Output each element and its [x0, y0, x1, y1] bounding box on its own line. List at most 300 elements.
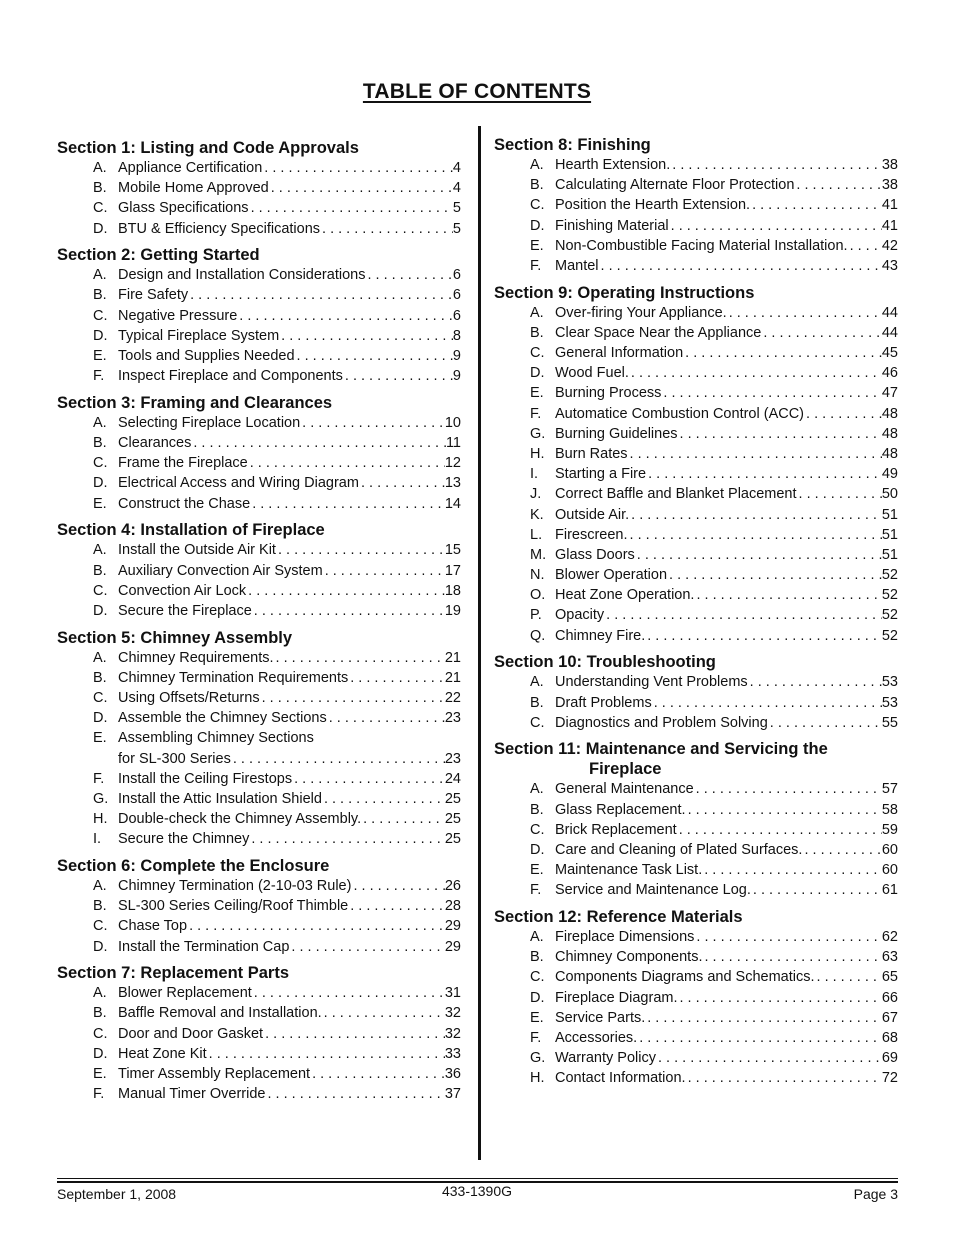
entry-page-number: 23	[444, 750, 461, 767]
toc-entry[interactable]	[57, 413, 461, 433]
entry-page-number: 26	[444, 877, 461, 894]
dot-leader	[688, 800, 882, 820]
dot-leader	[752, 195, 882, 215]
entry-title: Secure the Chimney	[118, 831, 250, 848]
entry-letter: B.	[530, 801, 544, 818]
toc-entry[interactable]	[57, 1024, 461, 1044]
entry-page-number: 51	[881, 526, 898, 543]
toc-entry[interactable]	[57, 728, 461, 748]
entry-title: Opacity	[555, 607, 605, 624]
entry-letter: I.	[93, 831, 102, 848]
entry-letter: J.	[530, 486, 542, 503]
toc-entry[interactable]	[57, 178, 461, 198]
entry-title: Blower Replacement	[118, 985, 252, 1002]
entry-page-number: 23	[444, 710, 461, 727]
entry-title: Assembling Chimney Sections	[118, 730, 314, 747]
entry-letter: D.	[93, 1045, 108, 1062]
entry-letter: B.	[530, 949, 544, 966]
toc-entry[interactable]	[494, 840, 898, 860]
entry-title: Chimney Termination (2-10-03 Rule)	[118, 877, 352, 894]
entry-title: Secure the Fireplace	[118, 602, 252, 619]
toc-entry[interactable]	[57, 581, 461, 601]
entry-page-number: 42	[881, 237, 898, 254]
dot-leader	[271, 178, 453, 198]
entry-page-number: 22	[444, 689, 461, 706]
toc-entry[interactable]	[57, 306, 461, 326]
entry-page-number: 11	[445, 435, 461, 452]
entry-letter: D.	[93, 327, 108, 344]
toc-entry[interactable]	[57, 983, 461, 1003]
entry-page-number: 37	[444, 1086, 461, 1103]
dot-leader	[770, 713, 882, 733]
entry-title: Brick Replacement	[555, 821, 677, 838]
dot-leader	[601, 256, 882, 276]
entry-letter: A.	[93, 985, 107, 1002]
dot-leader	[750, 672, 882, 692]
entry-page-number: 19	[444, 602, 461, 619]
entry-page-number: 31	[444, 985, 461, 1002]
entry-page-number: 67	[881, 1009, 898, 1026]
entry-page-number: 51	[881, 546, 898, 563]
entry-page-number: 14	[444, 495, 461, 512]
entry-letter: F.	[93, 1086, 105, 1103]
section-title: Section 4: Installation of Fireplace	[57, 521, 325, 540]
toc-entry[interactable]	[57, 540, 461, 560]
footer-doc-number: 433-1390G	[441, 1183, 513, 1199]
toc-entry[interactable]	[57, 1064, 461, 1084]
entry-page-number: 25	[444, 790, 461, 807]
entry-title: General Information	[555, 345, 684, 361]
entry-page-number: 57	[881, 781, 898, 798]
toc-section	[494, 907, 898, 1089]
entry-letter: C.	[93, 1025, 108, 1042]
dot-leader	[796, 175, 881, 195]
dot-leader	[672, 155, 882, 175]
dot-leader	[630, 525, 882, 545]
dot-leader	[265, 1024, 445, 1044]
entry-title: Components Diagrams and Schematics.	[555, 969, 815, 986]
dot-leader	[350, 896, 445, 916]
toc-entry[interactable]	[494, 303, 898, 323]
section-title: Section 2: Getting Started	[57, 246, 260, 265]
toc-entry[interactable]	[57, 494, 461, 514]
entry-page-number: 32	[444, 1005, 461, 1022]
toc-entry[interactable]	[494, 404, 898, 424]
entry-title: Heat Zone Kit	[118, 1045, 207, 1062]
entry-letter: C.	[530, 969, 545, 986]
toc-entry[interactable]	[57, 916, 461, 936]
dot-leader	[324, 1003, 445, 1023]
entry-title: Clearances	[118, 435, 192, 452]
entry-letter: H.	[93, 811, 108, 828]
dot-leader	[630, 444, 882, 464]
entry-page-number: 61	[881, 882, 898, 899]
dot-leader	[671, 216, 882, 236]
toc-entry[interactable]	[494, 1068, 898, 1088]
entry-title: Finishing Material	[555, 217, 669, 234]
toc-entry[interactable]	[57, 809, 461, 829]
entry-title: Negative Pressure	[118, 307, 238, 324]
entry-letter: C.	[93, 918, 108, 935]
dot-leader	[804, 840, 881, 860]
toc-section	[57, 245, 461, 386]
entry-page-number: 13	[444, 475, 461, 492]
entry-page-number: 60	[881, 841, 898, 858]
dot-leader	[704, 860, 882, 880]
entry-page-number: 29	[444, 918, 461, 935]
entry-letter: K.	[530, 506, 544, 523]
entry-page-number: 8	[452, 327, 461, 344]
dot-leader	[262, 688, 445, 708]
entry-letter: B.	[93, 562, 107, 579]
entry-page-number: 48	[881, 445, 898, 462]
section-title: Section 1: Listing and Code Approvals	[57, 139, 359, 157]
entry-page-number: 47	[881, 385, 898, 402]
dot-leader	[669, 565, 882, 585]
entry-title: Wood Fuel.	[555, 365, 629, 382]
dot-leader	[248, 581, 445, 601]
toc-entry[interactable]	[57, 219, 461, 239]
toc-entry[interactable]	[494, 175, 898, 195]
entry-letter: Q.	[530, 627, 546, 644]
entry-page-number: 51	[881, 506, 898, 523]
toc-entry[interactable]	[494, 672, 898, 692]
entry-page-number: 5	[452, 200, 461, 217]
toc-entry[interactable]	[494, 195, 898, 215]
entry-page-number: 9	[452, 348, 461, 364]
toc-entry[interactable]	[57, 708, 461, 728]
entry-title: Assemble the Chimney Sections	[118, 710, 327, 727]
toc-entry[interactable]	[494, 988, 898, 1008]
dot-leader	[189, 916, 445, 936]
entry-title: Glass Specifications	[118, 200, 249, 217]
entry-letter: A.	[93, 542, 107, 559]
dot-leader	[291, 937, 444, 957]
entry-letter: E.	[530, 237, 544, 254]
dot-leader	[281, 326, 453, 346]
dot-leader	[267, 1084, 444, 1104]
entry-title: Clear Space Near the Appliance	[555, 324, 762, 341]
entry-title: Chimney Termination Requirements	[118, 669, 349, 686]
entry-title: Install the Termination Cap	[118, 938, 290, 955]
toc-entry[interactable]	[494, 505, 898, 525]
entry-letter: F.	[93, 770, 105, 787]
entry-title: Typical Fireplace System	[118, 327, 280, 344]
entry-title: Burning Process	[555, 385, 662, 402]
entry-page-number: 6	[452, 287, 461, 304]
entry-title: Heat Zone Operation.	[555, 587, 695, 604]
entry-title: Inspect Fireplace and Components	[118, 368, 343, 385]
toc-entry[interactable]	[494, 820, 898, 840]
entry-letter: D.	[530, 217, 545, 234]
toc-entry[interactable]	[494, 1008, 898, 1028]
dot-leader	[353, 876, 444, 896]
toc-entry[interactable]	[494, 947, 898, 967]
dot-leader	[817, 967, 882, 987]
entry-page-number: 43	[881, 257, 898, 274]
toc-entry[interactable]	[494, 565, 898, 585]
entry-letter: C.	[93, 582, 108, 599]
entry-page-number: 15	[444, 542, 461, 559]
entry-letter: A.	[93, 877, 107, 894]
dot-leader	[278, 540, 445, 560]
entry-page-number: 46	[881, 365, 898, 382]
dot-leader	[753, 880, 882, 900]
toc-entry[interactable]	[57, 473, 461, 493]
entry-letter: A.	[93, 267, 107, 284]
entry-letter: E.	[530, 385, 544, 402]
entry-letter: B.	[93, 435, 107, 452]
entry-title: Mantel	[555, 257, 599, 274]
toc-entry[interactable]	[494, 1028, 898, 1048]
entry-letter: A.	[530, 304, 544, 321]
entry-letter: G.	[530, 1050, 546, 1067]
toc-entry[interactable]	[57, 688, 461, 708]
entry-page-number: 5	[452, 220, 461, 237]
dot-leader	[264, 158, 453, 178]
dot-leader	[647, 626, 882, 646]
toc-section	[57, 963, 461, 1104]
entry-page-number: 12	[444, 455, 461, 472]
toc-entry[interactable]	[57, 158, 461, 178]
toc-entry[interactable]	[57, 937, 461, 957]
dot-leader	[631, 363, 882, 383]
dot-leader	[729, 303, 882, 323]
section-title: Section 11: Maintenance and Servicing the	[494, 740, 828, 759]
entry-letter: H.	[530, 445, 545, 462]
toc-section	[57, 520, 461, 621]
entry-letter: E.	[93, 495, 107, 512]
entry-page-number: 36	[444, 1065, 461, 1082]
toc-entry[interactable]	[57, 285, 461, 305]
toc-section	[494, 135, 898, 276]
dot-leader	[190, 285, 453, 305]
entry-letter: B.	[530, 324, 544, 341]
entry-page-number: 6	[452, 267, 461, 284]
entry-letter: B.	[530, 694, 544, 711]
toc-entry[interactable]	[494, 383, 898, 403]
toc-entry[interactable]	[57, 1084, 461, 1104]
entry-title: Fireplace Dimensions	[555, 929, 695, 945]
page-title: TABLE OF CONTENTS	[362, 80, 592, 103]
toc-section	[57, 138, 461, 239]
entry-letter: D.	[93, 938, 108, 955]
toc-entry[interactable]	[57, 265, 461, 285]
dot-leader	[324, 789, 445, 809]
entry-letter: N.	[530, 567, 545, 584]
toc-entry[interactable]	[494, 155, 898, 175]
dot-leader	[663, 383, 881, 403]
entry-title: BTU & Efficiency Specifications	[118, 220, 321, 237]
dot-leader	[233, 749, 445, 769]
dot-leader	[302, 413, 445, 433]
entry-title: Appliance Certification	[118, 160, 263, 176]
toc-entry[interactable]	[494, 343, 898, 363]
entry-title: Manual Timer Override	[118, 1086, 266, 1103]
toc-entry[interactable]	[57, 769, 461, 789]
entry-page-number: 9	[452, 368, 461, 385]
entry-letter: O.	[530, 587, 546, 604]
entry-letter: A.	[530, 929, 544, 945]
dot-leader	[239, 306, 453, 326]
entry-letter: E.	[530, 862, 544, 879]
entry-letter: C.	[530, 821, 545, 838]
toc-entry[interactable]	[494, 713, 898, 733]
entry-page-number: 50	[881, 486, 898, 503]
toc-entry[interactable]	[494, 860, 898, 880]
toc-entry[interactable]	[57, 561, 461, 581]
toc-entry[interactable]	[494, 484, 898, 504]
toc-entry[interactable]	[494, 927, 898, 947]
entry-page-number: 24	[444, 770, 461, 787]
dot-leader	[806, 404, 882, 424]
entry-page-number: 68	[881, 1029, 898, 1046]
entry-title: Design and Installation Considerations	[118, 267, 366, 284]
dot-leader	[254, 983, 445, 1003]
entry-title: Install the Ceiling Firestops	[118, 770, 293, 787]
section-title: Section 10: Troubleshooting	[494, 653, 716, 672]
entry-page-number: 49	[881, 466, 898, 483]
entry-title: Electrical Access and Wiring Diagram	[118, 475, 359, 492]
dot-leader	[850, 236, 882, 256]
dot-leader	[254, 601, 445, 621]
entry-letter: A.	[93, 160, 107, 176]
entry-letter: B.	[93, 898, 107, 915]
dot-leader	[685, 343, 882, 363]
toc-entry[interactable]	[57, 648, 461, 668]
toc-entry[interactable]	[57, 453, 461, 473]
entry-letter: B.	[93, 1005, 107, 1022]
section-title: Section 8: Finishing	[494, 136, 651, 154]
entry-page-number: 53	[881, 674, 898, 691]
entry-title: Outside Air.	[555, 506, 630, 523]
toc-entry[interactable]	[494, 779, 898, 799]
toc-entry[interactable]	[494, 323, 898, 343]
toc-entry[interactable]	[494, 800, 898, 820]
section-title: Section 7: Replacement Parts	[57, 964, 289, 983]
dot-leader	[329, 708, 445, 728]
entry-page-number: 55	[881, 714, 898, 731]
entry-title: Draft Problems	[555, 694, 652, 711]
entry-title: Timer Assembly Replacement	[118, 1065, 311, 1082]
toc-entry[interactable]	[494, 880, 898, 900]
toc-entry[interactable]	[57, 896, 461, 916]
entry-letter: F.	[93, 368, 105, 385]
toc-entry[interactable]	[57, 326, 461, 346]
dot-leader	[631, 505, 882, 525]
entry-title: Chimney Requirements.	[118, 649, 274, 666]
entry-title: Glass Doors	[555, 546, 635, 563]
entry-title: General Maintenance	[555, 781, 694, 798]
toc-entry[interactable]	[494, 585, 898, 605]
toc-entry[interactable]	[494, 626, 898, 646]
toc-entry[interactable]	[494, 464, 898, 484]
entry-title: Starting a Fire	[555, 466, 647, 483]
entry-letter: H.	[530, 1070, 545, 1087]
toc-entry[interactable]	[57, 1044, 461, 1064]
entry-page-number: 29	[444, 938, 461, 955]
toc-entry[interactable]	[494, 525, 898, 545]
entry-page-number: 18	[444, 582, 461, 599]
entry-letter: D.	[93, 475, 108, 492]
footer-rule	[57, 1178, 898, 1179]
toc-entry[interactable]	[494, 1048, 898, 1068]
dot-leader	[654, 693, 882, 713]
entry-page-number: 21	[444, 649, 461, 666]
entry-letter: D.	[530, 989, 545, 1006]
toc-entry[interactable]	[494, 256, 898, 276]
dot-leader	[679, 820, 882, 840]
toc-entry[interactable]	[57, 601, 461, 621]
toc-entry[interactable]	[494, 236, 898, 256]
dot-leader	[350, 668, 445, 688]
dot-leader	[688, 1068, 882, 1088]
section-title: Section 3: Framing and Clearances	[57, 393, 333, 412]
entry-page-number: 52	[881, 587, 898, 604]
toc-entry[interactable]	[494, 545, 898, 565]
entry-letter: A.	[530, 674, 544, 691]
entry-page-number: 52	[881, 567, 898, 584]
toc-entry[interactable]	[57, 789, 461, 809]
dot-leader	[696, 585, 881, 605]
toc-entry[interactable]	[494, 363, 898, 383]
toc-entry[interactable]	[57, 433, 461, 453]
toc-entry[interactable]	[494, 216, 898, 236]
toc-entry[interactable]	[57, 366, 461, 386]
dot-leader	[637, 545, 882, 565]
entry-letter: F.	[530, 257, 542, 274]
entry-page-number: 38	[881, 177, 898, 194]
toc-entry[interactable]	[57, 829, 461, 849]
toc-entry[interactable]	[494, 444, 898, 464]
entry-letter: C.	[93, 200, 108, 217]
entry-title: Firescreen.	[555, 526, 628, 543]
toc-entry[interactable]	[494, 605, 898, 625]
toc-entry[interactable]	[57, 1003, 461, 1023]
toc-entry[interactable]	[57, 346, 461, 366]
entry-title: Service and Maintenance Log.	[555, 882, 751, 899]
dot-leader	[276, 648, 445, 668]
entry-letter: G.	[93, 790, 109, 807]
toc-entry[interactable]	[494, 967, 898, 987]
toc-entry[interactable]	[57, 876, 461, 896]
entry-title: Non-Combustible Facing Material Installation.	[555, 237, 848, 254]
toc-entry[interactable]	[57, 668, 461, 688]
section-title-continued: Fireplace	[589, 760, 662, 779]
entry-letter: M.	[530, 546, 547, 563]
dot-leader	[312, 1064, 445, 1084]
entry-page-number: 52	[881, 607, 898, 624]
dot-leader	[251, 829, 444, 849]
entry-title: Fire Safety	[118, 287, 189, 304]
entry-letter: C.	[530, 197, 545, 214]
entry-letter: B.	[530, 177, 544, 194]
entry-letter: C.	[530, 345, 545, 361]
toc-entry[interactable]	[494, 424, 898, 444]
entry-letter: A.	[93, 649, 107, 666]
toc-entry[interactable]	[57, 198, 461, 218]
entry-title: Chimney Fire.	[555, 627, 646, 644]
toc-entry[interactable]	[494, 693, 898, 713]
entry-letter: E.	[93, 348, 107, 364]
entry-letter: E.	[93, 1065, 107, 1082]
entry-letter: B.	[93, 287, 107, 304]
dot-leader	[680, 988, 882, 1008]
entry-title: Door and Door Gasket	[118, 1025, 264, 1042]
dot-leader	[639, 1028, 882, 1048]
entry-page-number: 58	[881, 801, 898, 818]
toc-entry[interactable]	[57, 749, 461, 769]
